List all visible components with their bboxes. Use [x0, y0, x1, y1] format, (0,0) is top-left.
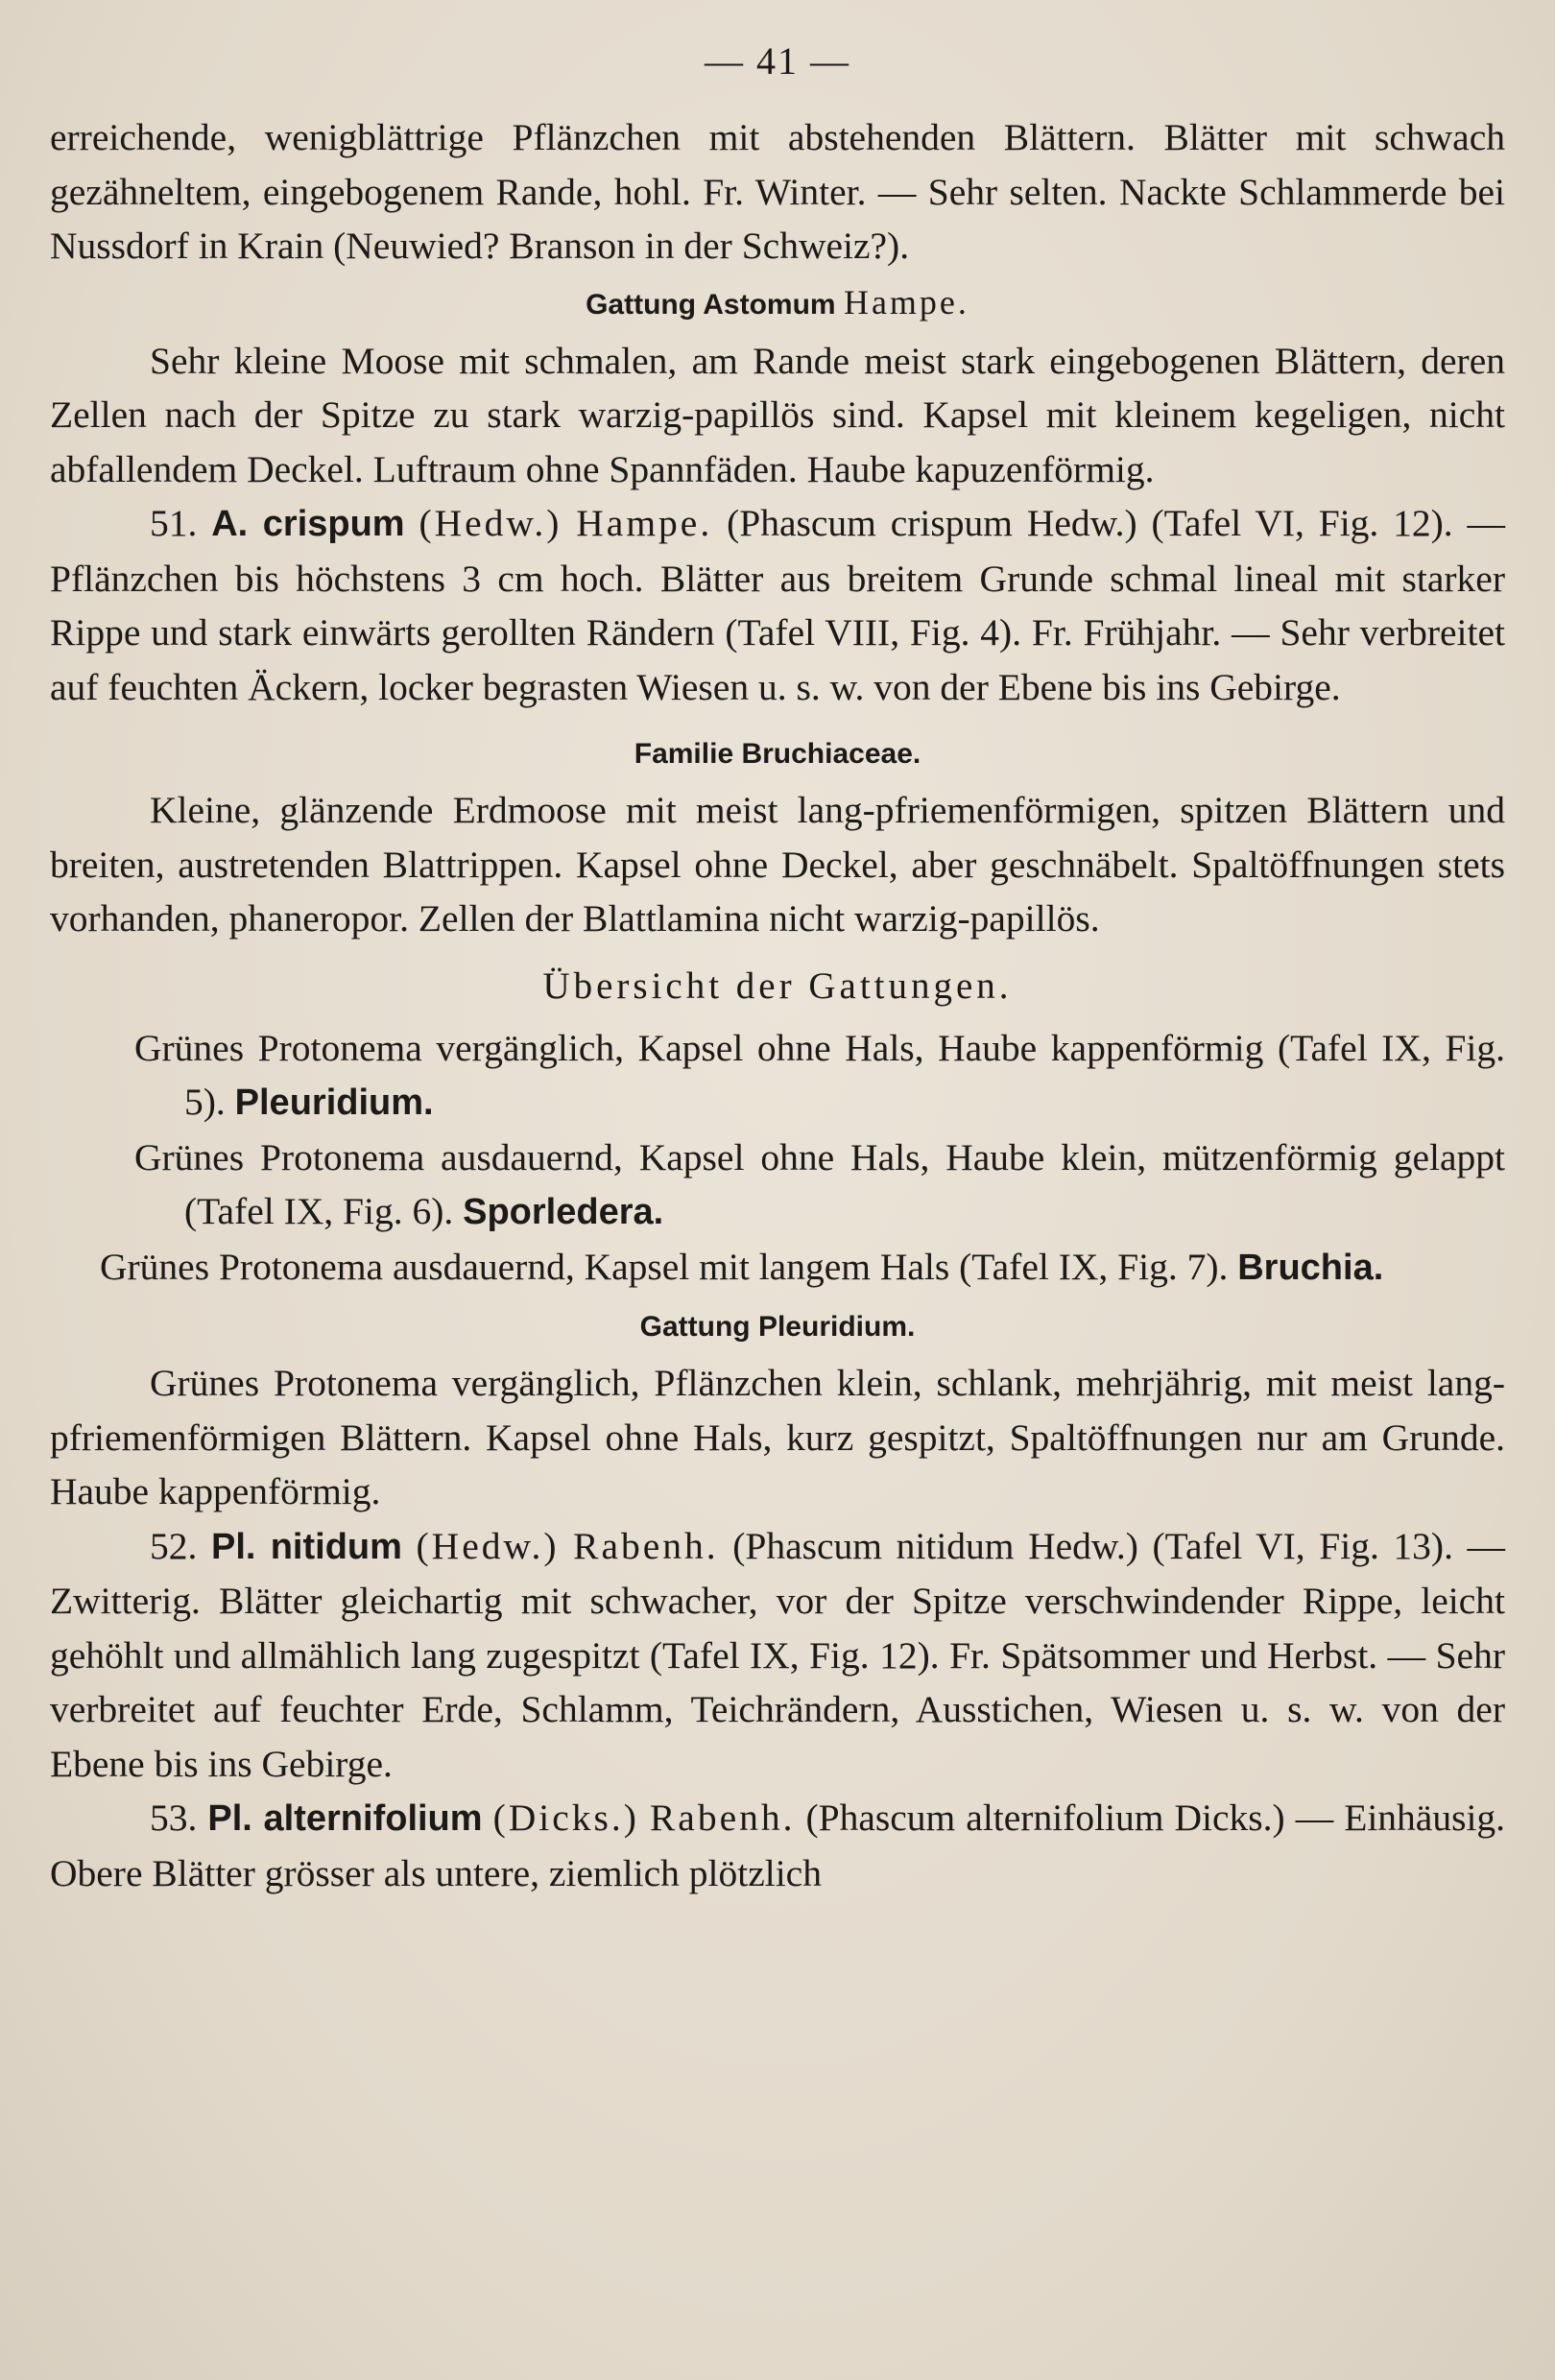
key-text: Grünes Protonema ausdauernd, Kapsel ohne Hals, Haube klein, mützenförmig gelappt (Tafel IX, Fig. 6). — [134, 1135, 1505, 1232]
key-genus: Sporledera. — [463, 1192, 664, 1232]
genus-heading-label: Gattung Astomum — [586, 288, 836, 321]
species-name: Pl. alternifolium — [207, 1798, 483, 1839]
astomum-description: Sehr kleine Moose mit schmalen, am Rande meist stark eingebogenen Blättern, deren Zellen nach der Spitze zu stark warzig-papillös sind. Kapsel mit kleinem kegeligen, nicht abfallendem Deckel. Luftraum ohne Spannfäden. Haube kapuzenförmig. — [50, 339, 1505, 490]
species-entry-53 — [50, 1791, 1505, 1900]
key-genus: Bruchia. — [1237, 1247, 1384, 1288]
species-author: (Hedw.) — [419, 502, 562, 544]
species-entry-51 — [50, 496, 1505, 714]
genus-heading-astomum — [50, 283, 1505, 324]
genus-heading-author: Hampe. — [843, 282, 969, 321]
key-text: Grünes Protonema vergänglich, Kapsel ohne Hals, Haube kappenförmig (Tafel IX, Fig. 5). — [134, 1026, 1505, 1123]
key-text: Grünes Protonema ausdauernd, Kapsel mit langem Hals (Tafel IX, Fig. 7). — [100, 1245, 1229, 1288]
key-entry-bruchia — [50, 1240, 1505, 1296]
pleuridium-description: Grünes Protonema vergänglich, Pflänzchen klein, schlank, mehrjährig, mit meist lang-pfriemenförmigen Blättern. Kapsel ohne Hals, kurz gespitzt, Spaltöffnungen nur am Grunde. Haube kappenförmig. — [50, 1362, 1505, 1512]
paragraph-continued: erreichende, wenigblättrige Pflänzchen mit abstehenden Blättern. Blätter mit schwach gezähneltem, eingebogenem Rande, hohl. Fr. Winter. — Sehr selten. Nackte Schlammerde bei Nussdorf in Krain (Neuwied? Branson in der Schweiz?). — [50, 116, 1505, 267]
species-name: A. crispum — [211, 504, 405, 544]
species-author-combination: Rabenh. — [649, 1797, 796, 1839]
genus-heading-pleuridium: Gattung Pleuridium. — [639, 1311, 916, 1343]
species-entry-52 — [50, 1519, 1505, 1792]
species-name: Pl. nitidum — [210, 1526, 402, 1567]
species-number: 53. — [150, 1797, 198, 1839]
species-author: (Hedw.) — [416, 1524, 560, 1567]
species-description: (Phascum alternifolium Dicks.) — Einhäusig. Obere Blätter grösser als untere, ziemlich plötzlich — [50, 1797, 1506, 1894]
species-author: (Dicks.) — [492, 1797, 639, 1839]
key-entry-sporledera — [50, 1130, 1505, 1240]
species-author-combination: Hampe. — [576, 502, 713, 544]
page-number: — 41 — — [705, 39, 850, 83]
key-genus: Pleuridium. — [234, 1083, 434, 1123]
species-description: (Phascum crispum Hedw.) (Tafel VI, Fig. 12). — Pflänzchen bis höchstens 3 cm hoch. Blätter aus breitem Grunde schmal lineal mit starker Rippe und stark einwärts gerollten Rändern (Tafel VIII, Fig. 4). Fr. Frühjahr. — Sehr verbreitet auf feuchten Äckern, locker begrasten Wiesen u. s. w. von der Ebene bis ins Gebirge. — [50, 502, 1506, 708]
family-heading-bruchiaceae: Familie Bruchiaceae. — [634, 738, 921, 770]
species-number: 51. — [150, 502, 198, 544]
species-number: 52. — [150, 1524, 198, 1567]
species-description: (Phascum nitidum Hedw.) (Tafel VI, Fig. 13). — Zwitterig. Blätter gleichartig mit schwacher, vor der Spitze verschwindender Rippe, leicht gehöhlt und allmählich lang zugespitzt (Tafel IX, Fig. 12). Fr. Spätsommer und Herbst. — Sehr verbreitet auf feuchter Erde, Schlamm, Teichrändern, Ausstichen, Wiesen u. s. w. von der Ebene bis ins Gebirge. — [50, 1524, 1506, 1785]
bruchiaceae-description: Kleine, glänzende Erdmoose mit meist lang-pfriemenförmigen, spitzen Blättern und breiten, austretenden Blattrippen. Kapsel ohne Deckel, aber geschnäbelt. Spaltöffnungen stets vorhanden, phaneropor. Zellen der Blattlamina nicht warzig-papillös. — [50, 789, 1505, 940]
key-entry-pleuridium — [50, 1021, 1505, 1130]
species-author-combination: Rabenh. — [573, 1524, 719, 1567]
overview-heading: Übersicht der Gattungen. — [542, 964, 1013, 1007]
